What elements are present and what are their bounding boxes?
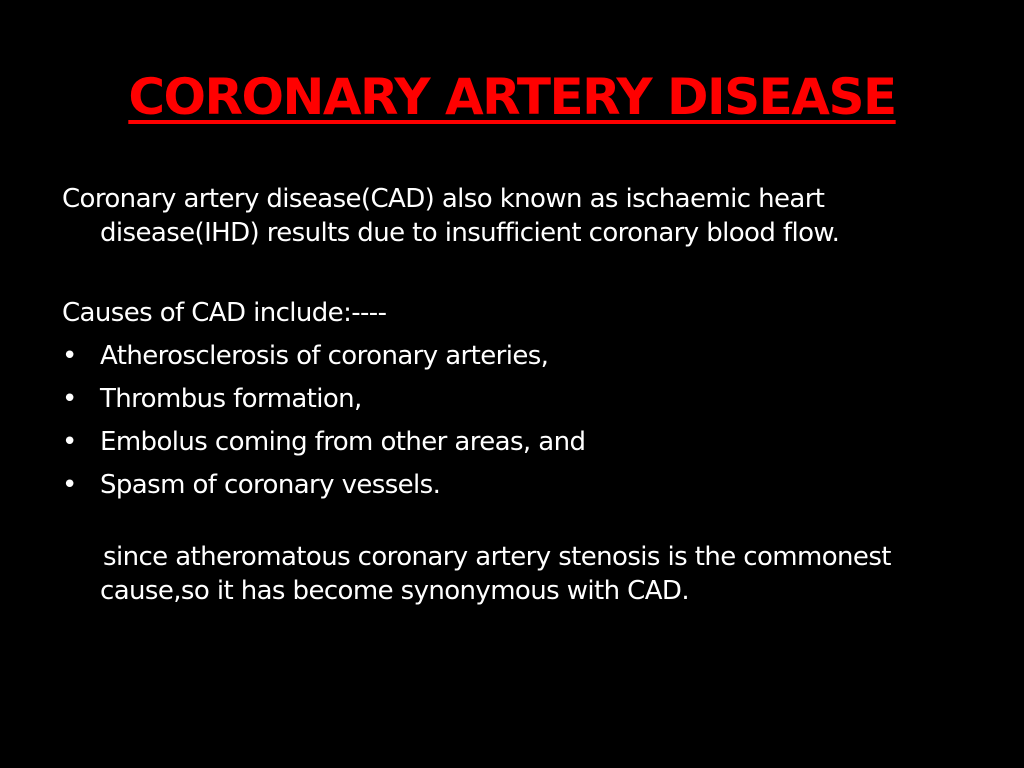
list-item-label: Thrombus formation, bbox=[100, 384, 362, 414]
bullet-icon: • bbox=[62, 470, 77, 500]
list-item-label: Spasm of coronary vessels. bbox=[100, 470, 441, 500]
list-item bbox=[62, 421, 982, 464]
list-item bbox=[62, 378, 982, 421]
note-paragraph: since atheromatous coronary artery stenosis is the commonest cause,so it has become synonymous with CAD. bbox=[100, 542, 891, 606]
causes-heading: Causes of CAD include:---- bbox=[62, 298, 387, 328]
list-item bbox=[62, 335, 982, 378]
bullet-icon: • bbox=[62, 341, 77, 371]
definition-paragraph: Coronary artery disease(CAD) also known as ischaemic heart disease(IHD) results due to insufficient coronary blood flow. bbox=[62, 184, 840, 248]
list-item-label: Atherosclerosis of coronary arteries, bbox=[100, 341, 549, 371]
causes-list bbox=[62, 335, 982, 507]
bullet-icon: • bbox=[62, 427, 77, 457]
slide-title: CORONARY ARTERY DISEASE bbox=[128, 68, 896, 126]
list-item-label: Embolus coming from other areas, and bbox=[100, 427, 586, 457]
spacer bbox=[62, 250, 982, 284]
bullet-icon: • bbox=[62, 384, 77, 414]
slide-body bbox=[62, 182, 982, 608]
list-item bbox=[62, 464, 982, 507]
spacer bbox=[62, 507, 982, 540]
